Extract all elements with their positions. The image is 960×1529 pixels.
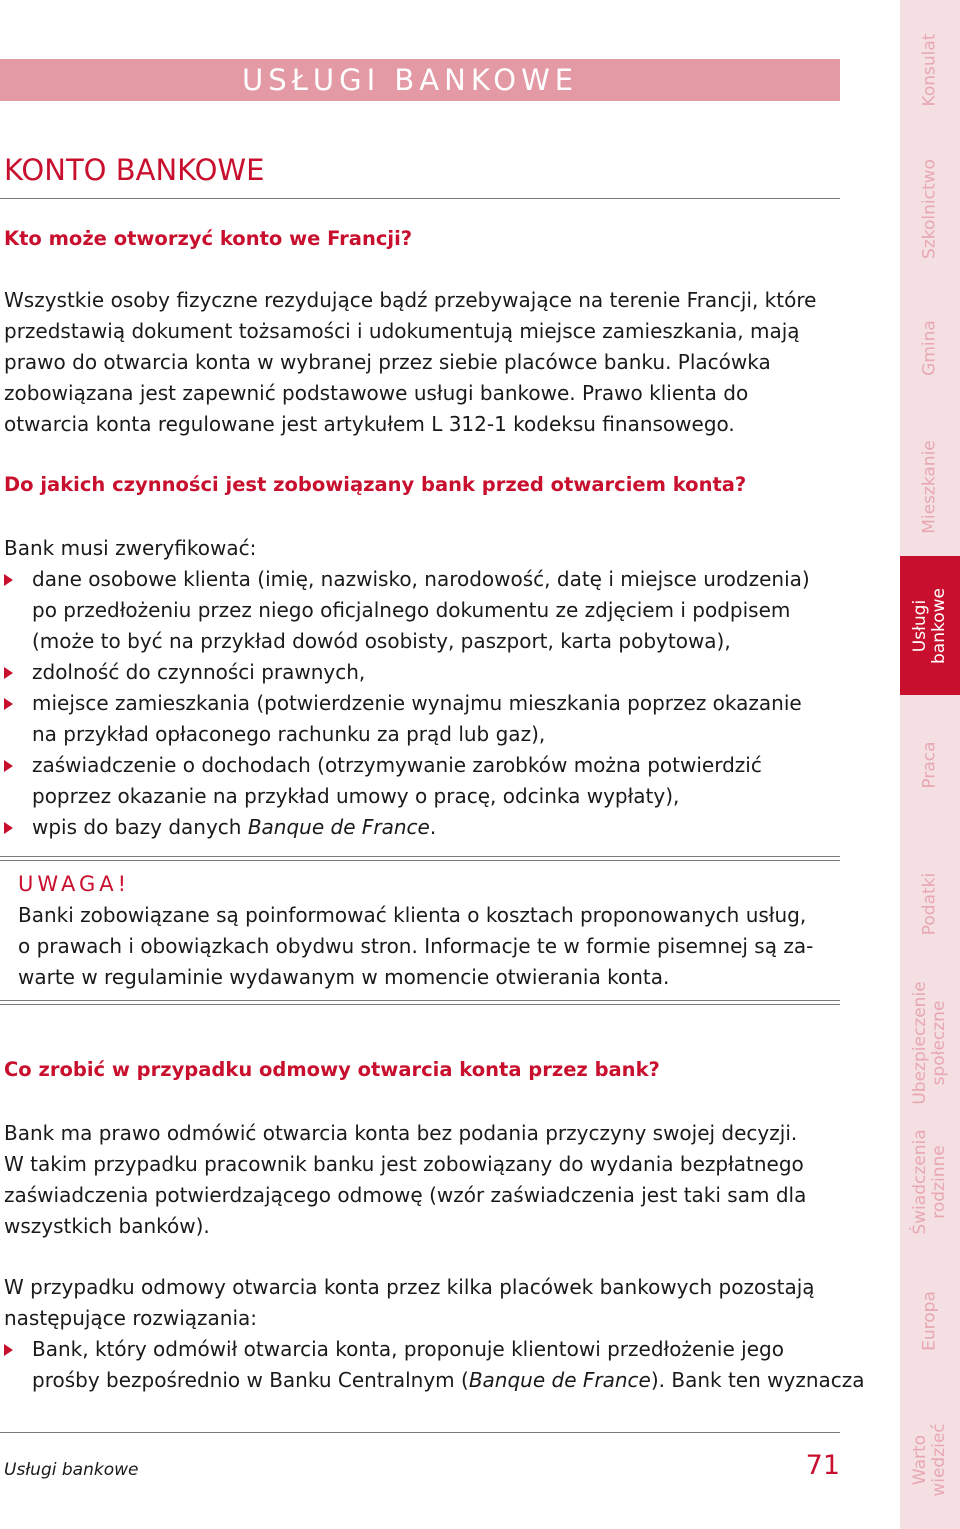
bullet-arrow-icon: [4, 1344, 13, 1356]
text-line: wszystkich banków).: [4, 1214, 210, 1238]
warning-top-rule: [0, 860, 840, 861]
side-tab-uslugi-bankowe[interactable]: [900, 556, 960, 695]
list-item: [4, 1334, 865, 1396]
text-line: Wszystkie osoby fizyczne rezydujące bądź przebywające na terenie Francji, które: [4, 288, 817, 312]
warning-bottom-rule: [0, 1004, 840, 1005]
question-refusal: Co zrobić w przypadku odmowy otwarcia konta przez bank?: [4, 1058, 660, 1081]
warning-text: [18, 900, 833, 993]
refusal-paragraph-2: [4, 1272, 849, 1334]
text-line: rodzinne: [929, 1144, 949, 1219]
section-divider: [0, 198, 840, 199]
text-line: Europa: [919, 1290, 940, 1351]
side-tab-szkolnictwo[interactable]: [900, 139, 960, 278]
side-tab-mieszkanie[interactable]: [900, 417, 960, 556]
footer-divider: [0, 1432, 840, 1433]
side-tab-europa[interactable]: [900, 1251, 960, 1390]
text-line: otwarcia konta regulowane jest artykułem L 312-1 kodeksu finansowego.: [4, 412, 735, 436]
side-tab-ubezpieczenie-spoleczne[interactable]: [900, 973, 960, 1112]
list-item: [4, 657, 849, 688]
text-line: Bank musi zweryfikować:: [4, 536, 257, 560]
side-tab-label: [921, 440, 940, 534]
side-tab-warto-wiedziec[interactable]: [900, 1390, 960, 1529]
bullet-arrow-icon: [4, 760, 13, 772]
side-tab-gmina[interactable]: [900, 278, 960, 417]
side-tab-praca[interactable]: [900, 695, 960, 834]
side-tab-label: [911, 588, 949, 664]
side-tab-konsulat[interactable]: [900, 0, 960, 139]
text-line: Podatki: [919, 872, 940, 935]
bullet-arrow-icon: [4, 822, 13, 834]
side-tab-label: [921, 33, 940, 106]
text-line: Bank ma prawo odmówić otwarcia konta bez podania przyczyny swojej decyzji.: [4, 1121, 798, 1145]
text-line: Mieszkanie: [919, 439, 940, 534]
list-item: [4, 750, 849, 812]
text-line: Usługi: [910, 599, 930, 652]
text-line: Gmina: [919, 319, 940, 376]
text-segment: .: [429, 815, 437, 839]
footer-section-label: Usługi bankowe: [4, 1460, 139, 1480]
side-tab-label: [921, 1291, 940, 1351]
refusal-solutions-list: [4, 1334, 865, 1396]
text-line: po przedłożeniu przez niego oficjalnego dokumentu ze zdjęciem i podpisem: [32, 598, 791, 622]
warning-title: UWAGA!: [18, 872, 131, 896]
page-header-title: USŁUGI BANKOWE: [242, 63, 579, 97]
text-line: Warto: [910, 1434, 930, 1485]
text-line: dane osobowe klienta (imię, nazwisko, narodowość, datę i miejsce urodzenia): [32, 567, 810, 591]
text-line: następujące rozwiązania:: [4, 1306, 258, 1330]
text-line: [32, 1365, 865, 1396]
text-line: bankowe: [929, 587, 949, 664]
text-line: na przykład opłaconego rachunku za prąd lub gaz),: [32, 722, 546, 746]
bullet-arrow-icon: [4, 574, 13, 586]
bank-duties-intro: [4, 533, 849, 564]
text-segment: ). Bank ten wyznacza: [650, 1368, 865, 1392]
text-line: zdolność do czynności prawnych,: [32, 660, 366, 684]
italic-term: Banque de France: [468, 1368, 651, 1392]
text-line: W takim przypadku pracownik banku jest zobowiązany do wydania bezpłatnego: [4, 1152, 804, 1176]
side-tab-label: [921, 741, 940, 788]
side-navigation: [900, 0, 960, 1529]
text-line: [32, 812, 849, 843]
text-line: Konsulat: [919, 33, 940, 106]
bullet-arrow-icon: [4, 698, 13, 710]
text-line: Banki zobowiązane są poinformować klienta o kosztach proponowanych usług,: [18, 903, 807, 927]
list-item: [4, 564, 849, 657]
text-line: Ubezpieczenie: [910, 980, 930, 1105]
side-tab-label: [911, 1129, 949, 1234]
text-segment: wpis do bazy danych: [32, 815, 248, 839]
warning-bottom-rule: [0, 1000, 840, 1001]
text-line: prawo do otwarcia konta w wybranej przez siebie placówce banku. Placówka: [4, 350, 771, 374]
list-item: [4, 688, 849, 750]
text-line: Świadczenia: [910, 1128, 930, 1235]
warning-box: [0, 856, 840, 1008]
text-line: Praca: [919, 740, 940, 789]
bullet-arrow-icon: [4, 667, 13, 679]
text-line: zobowiązana jest zapewnić podstawowe usługi bankowe. Prawo klienta do: [4, 381, 749, 405]
side-tab-label: [911, 1423, 949, 1496]
side-tab-swiadczenia-rodzinne[interactable]: [900, 1112, 960, 1251]
section-title: KONTO BANKOWE: [4, 153, 265, 187]
page-number: 71: [805, 1450, 840, 1481]
text-line: W przypadku odmowy otwarcia konta przez kilka placówek bankowych pozostają: [4, 1275, 815, 1299]
answer-who-can-open: [4, 285, 849, 440]
text-line: zaświadczenie o dochodach (otrzymywanie zarobków można potwierdzić: [32, 753, 762, 777]
text-line: społeczne: [929, 1000, 949, 1085]
header-banner: [0, 59, 840, 101]
text-segment: prośby bezpośrednio w Banku Centralnym (: [32, 1368, 469, 1392]
list-item: [4, 812, 849, 843]
question-who-can-open: Kto może otworzyć konto we Francji?: [4, 227, 413, 250]
text-line: przedstawią dokument tożsamości i udokumentują miejsce zamieszkania, mają: [4, 319, 800, 343]
side-tab-podatki[interactable]: [900, 834, 960, 973]
text-line: o prawach i obowiązkach obydwu stron. Informacje te w formie pisemnej są za-: [18, 934, 814, 958]
text-line: miejsce zamieszkania (potwierdzenie wynajmu mieszkania poprzez okazanie: [32, 691, 802, 715]
text-line: wiedzieć: [929, 1422, 949, 1497]
side-tab-label: [921, 159, 940, 259]
text-line: warte w regulaminie wydawanym w momencie otwierania konta.: [18, 965, 670, 989]
question-bank-duties: Do jakich czynności jest zobowiązany bank przed otwarciem konta?: [4, 473, 747, 496]
verification-list: [4, 564, 849, 843]
text-line: (może to być na przykład dowód osobisty, paszport, karta pobytowa),: [32, 629, 731, 653]
side-tab-label: [911, 981, 949, 1104]
text-line: Bank, który odmówił otwarcia konta, proponuje klientowi przedłożenie jego: [32, 1337, 784, 1361]
refusal-paragraph-1: [4, 1118, 849, 1242]
side-tab-label: [921, 872, 940, 935]
warning-top-rule: [0, 856, 840, 857]
text-line: poprzez okazanie na przykład umowy o pracę, odcinka wypłaty),: [32, 784, 680, 808]
italic-term: Banque de France: [247, 815, 430, 839]
text-line: Szkolnictwo: [919, 158, 940, 259]
side-tab-label: [921, 320, 940, 376]
text-line: zaświadczenia potwierdzającego odmowę (wzór zaświadczenia jest taki sam dla: [4, 1183, 807, 1207]
